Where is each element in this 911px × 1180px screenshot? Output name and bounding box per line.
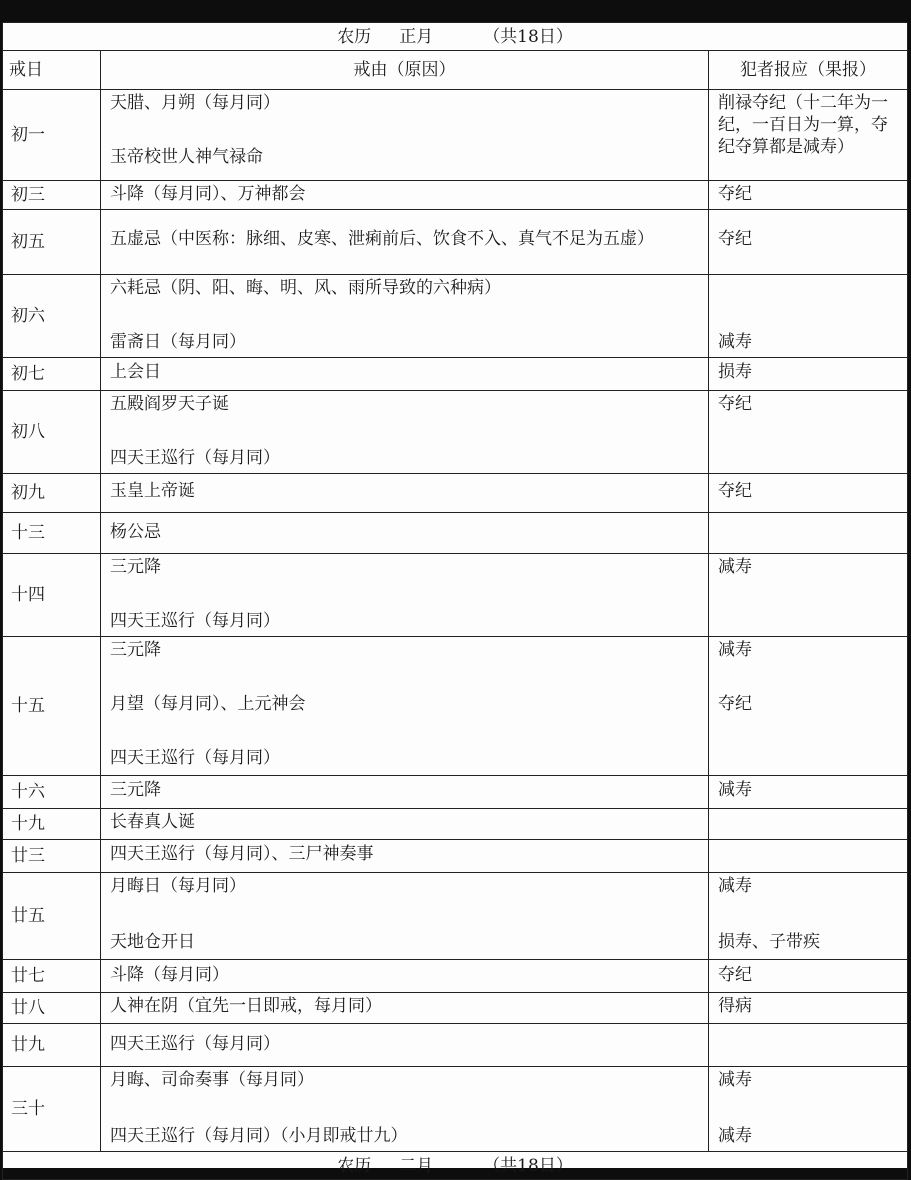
reason-line: 四天王巡行（每月同）、三尸神奏事 (110, 844, 374, 864)
result-line: 得病 (718, 996, 752, 1016)
result-cell (709, 809, 908, 840)
reason-line: 四天王巡行（每月同） (110, 748, 280, 768)
reason-line: 四天王巡行（每月同）（小月即戒廿九） (110, 1126, 408, 1146)
reason-line: 长春真人诞 (110, 812, 195, 832)
table-row (3, 637, 908, 776)
result-cell (709, 90, 908, 181)
day-cell: 初五 (3, 210, 101, 275)
reason-cell (101, 809, 709, 840)
table-row (3, 873, 908, 960)
reason-cell (101, 840, 709, 873)
table-row (3, 90, 908, 181)
result-line: 减寿 (718, 780, 752, 800)
reason-cell (101, 993, 709, 1024)
result-line: 夺纪 (718, 694, 752, 714)
reason-cell (101, 1067, 709, 1152)
month-title-row (3, 23, 908, 51)
result-cell (709, 776, 908, 809)
result-cell (709, 391, 908, 474)
reason-line: 上会日 (110, 362, 161, 382)
result-cell (709, 181, 908, 210)
result-cell (709, 554, 908, 637)
result-cell (709, 275, 908, 358)
reason-line: 四天王巡行（每月同） (110, 611, 280, 631)
calendar-sheet (2, 22, 907, 1176)
reason-cell (101, 275, 709, 358)
table-row (3, 960, 908, 993)
result-cell (709, 873, 908, 960)
reason-cell (101, 90, 709, 181)
day-cell: 廿八 (3, 993, 101, 1024)
reason-line: 五虚忌（中医称：脉细、皮寒、泄痢前后、饮食不入、真气不足为五虚） (110, 229, 654, 249)
next-month-title-row (3, 1152, 908, 1180)
reason-line: 月晦日（每月同） (110, 876, 246, 896)
month-title-prefix: 农历 (337, 26, 372, 47)
result-line: 夺纪 (718, 184, 752, 204)
day-cell: 十四 (3, 554, 101, 637)
day-cell: 廿五 (3, 873, 101, 960)
result-line: 损寿、子带疾 (718, 932, 820, 952)
result-cell (709, 358, 908, 391)
column-header-result: 犯者报应（果报） (709, 51, 908, 90)
day-cell: 廿三 (3, 840, 101, 873)
table-row (3, 391, 908, 474)
result-cell (709, 993, 908, 1024)
reason-line: 玉皇上帝诞 (110, 481, 195, 501)
month-title-month: 正月 (399, 26, 434, 47)
result-line: 夺纪 (718, 481, 752, 501)
next-month-title (3, 1152, 908, 1180)
table-row (3, 554, 908, 637)
result-line: 减寿 (718, 1126, 752, 1146)
result-cell (709, 513, 908, 554)
day-cell: 三十 (3, 1067, 101, 1152)
result-line: 减寿 (718, 332, 752, 352)
day-cell: 廿九 (3, 1024, 101, 1067)
result-line: 减寿 (718, 876, 752, 896)
reason-cell (101, 776, 709, 809)
table-row (3, 993, 908, 1024)
month-title (3, 23, 908, 51)
result-line: 夺纪 (718, 965, 752, 985)
result-line: 减寿 (718, 1070, 752, 1090)
result-line: 减寿 (718, 640, 752, 660)
reason-cell (101, 358, 709, 391)
reason-cell (101, 960, 709, 993)
reason-line: 三元降 (110, 557, 161, 577)
result-line: 减寿 (718, 557, 752, 577)
reason-line: 人神在阴（宜先一日即戒，每月同） (110, 996, 382, 1016)
reason-line: 天地仓开日 (110, 932, 195, 952)
day-cell: 十六 (3, 776, 101, 809)
table-row (3, 181, 908, 210)
reason-cell (101, 210, 709, 275)
day-cell: 初八 (3, 391, 101, 474)
column-header-row (3, 51, 908, 90)
reason-line: 三元降 (110, 780, 161, 800)
table-row (3, 513, 908, 554)
reason-line: 三元降 (110, 640, 161, 660)
day-cell: 初六 (3, 275, 101, 358)
reason-line: 四天王巡行（每月同） (110, 1034, 280, 1054)
table-row (3, 210, 908, 275)
result-line: 削禄夺纪（十二年为一纪，一百日为一算，夺纪夺算都是减寿） (718, 93, 888, 157)
result-cell (709, 1067, 908, 1152)
day-cell: 廿七 (3, 960, 101, 993)
reason-cell (101, 1024, 709, 1067)
day-cell: 十九 (3, 809, 101, 840)
reason-line: 月晦、司命奏事（每月同） (110, 1070, 314, 1090)
column-header-reason: 戒由（原因） (101, 51, 709, 90)
result-cell (709, 960, 908, 993)
reason-line: 玉帝校世人神气禄命 (110, 147, 263, 167)
table-row (3, 840, 908, 873)
day-cell: 初一 (3, 90, 101, 181)
reason-line: 杨公忌 (110, 522, 161, 542)
reason-line: 斗降（每月同）、万神都会 (110, 184, 306, 204)
reason-cell (101, 474, 709, 513)
table-row (3, 474, 908, 513)
table-row (3, 776, 908, 809)
precept-table (2, 22, 908, 1180)
result-cell (709, 1024, 908, 1067)
reason-line: 四天王巡行（每月同） (110, 448, 280, 468)
table-row (3, 809, 908, 840)
table-row (3, 275, 908, 358)
reason-cell (101, 513, 709, 554)
day-cell: 初七 (3, 358, 101, 391)
result-cell (709, 210, 908, 275)
next-month-prefix: 农历 (337, 1155, 372, 1176)
next-month-count: （共18日） (483, 1155, 573, 1176)
column-header-day: 戒日 (3, 51, 101, 90)
reason-line: 斗降（每月同） (110, 965, 229, 985)
reason-line: 雷斋日（每月同） (110, 332, 246, 352)
next-month-month: 二月 (399, 1155, 434, 1176)
reason-cell (101, 181, 709, 210)
table-row (3, 1024, 908, 1067)
result-line: 夺纪 (718, 229, 752, 249)
table-row (3, 1067, 908, 1152)
reason-line: 天腊、月朔（每月同） (110, 93, 280, 113)
day-cell: 初九 (3, 474, 101, 513)
reason-cell (101, 391, 709, 474)
day-cell: 初三 (3, 181, 101, 210)
table-row (3, 358, 908, 391)
day-cell: 十五 (3, 637, 101, 776)
result-cell (709, 474, 908, 513)
reason-line: 月望（每月同）、上元神会 (110, 694, 306, 714)
result-cell (709, 637, 908, 776)
day-cell: 十三 (3, 513, 101, 554)
reason-cell (101, 637, 709, 776)
reason-line: 六耗忌（阴、阳、晦、明、风、雨所导致的六种病） (110, 278, 501, 298)
reason-cell (101, 873, 709, 960)
result-line: 夺纪 (718, 394, 752, 414)
reason-cell (101, 554, 709, 637)
result-cell (709, 840, 908, 873)
reason-line: 五殿阎罗天子诞 (110, 394, 229, 414)
result-line: 损寿 (718, 362, 752, 382)
month-title-count: （共18日） (483, 26, 573, 47)
